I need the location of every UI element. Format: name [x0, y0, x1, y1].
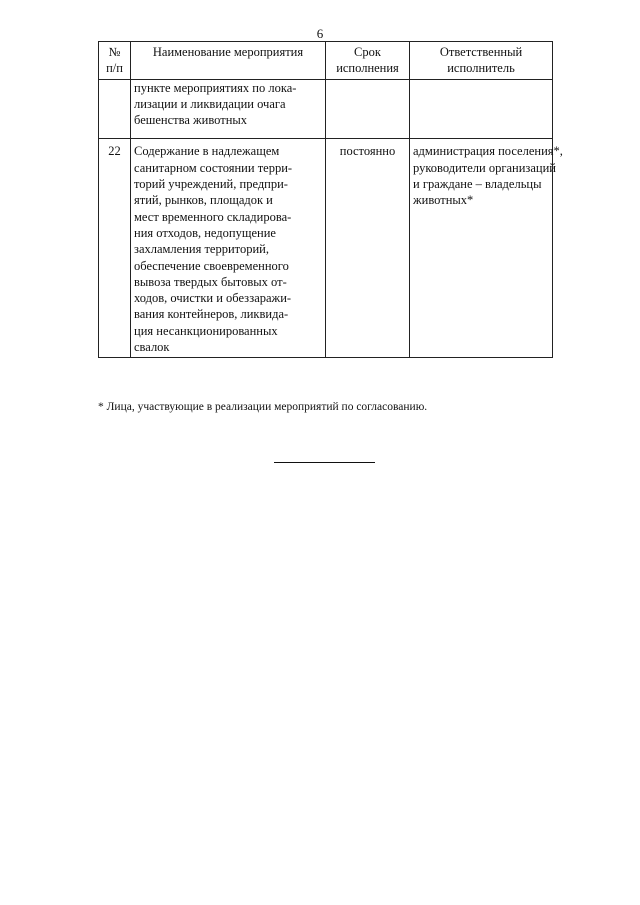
- header-number-line: №: [108, 45, 121, 59]
- header-number: [99, 42, 131, 80]
- footnote: * Лица, участвующие в реализации мероприятий по согласованию.: [98, 401, 428, 413]
- header-responsible: [410, 42, 553, 80]
- row-number-cell: [99, 79, 131, 139]
- header-term: [326, 42, 410, 80]
- row-responsible-cell: [410, 139, 563, 358]
- table-row: [99, 79, 553, 139]
- measure-name-line: мест временного складирова-: [134, 209, 292, 224]
- header-term-line: Срок: [354, 45, 381, 59]
- measure-name-line: свалок: [134, 340, 170, 355]
- responsible-line: руководители организаций: [413, 160, 556, 175]
- table-row: [99, 139, 553, 358]
- measure-name-line: ния отходов, недопущение: [134, 225, 276, 240]
- header-measure-name-line: Наименование мероприятия: [152, 45, 304, 59]
- measure-name-line: вывоза твердых бытовых от-: [134, 274, 287, 289]
- header-responsible-line: Ответственный: [439, 45, 523, 59]
- measure-name-line: вания контейнеров, ликвида-: [134, 307, 289, 322]
- measure-name-line: обеспечение своевременного: [134, 258, 289, 273]
- measure-name-line: ходов, очистки и обеззаражи-: [134, 291, 292, 306]
- measure-name-line: ция несанкционированных: [134, 323, 278, 338]
- row-measure-name-cell: [131, 79, 326, 139]
- measure-name-line: захламления территорий,: [134, 242, 269, 257]
- header-responsible-line: исполнитель: [447, 61, 515, 76]
- row-term-cell: [326, 79, 410, 139]
- measure-name-line: ятий, рынков, площадок и: [134, 193, 273, 208]
- measure-name-line: лизации и ликвидации очага: [134, 96, 286, 111]
- row-term-cell: постоянно: [326, 139, 410, 358]
- measure-name-line: Содержание в надлежащем: [134, 144, 280, 159]
- page-number: 6: [316, 26, 324, 41]
- table-header-row: [99, 42, 553, 80]
- measures-table: [98, 41, 563, 358]
- row-number-cell: 22: [99, 139, 131, 358]
- responsible-line: животных*: [413, 193, 474, 208]
- row-responsible-cell: [410, 79, 553, 139]
- row-measure-name-cell: [131, 139, 326, 358]
- responsible-line: и граждане – владельцы: [413, 177, 542, 192]
- header-term-line: исполнения: [336, 61, 399, 76]
- measure-name-line: бешенства животных: [134, 113, 248, 128]
- header-measure-name: [131, 42, 326, 80]
- end-divider: [274, 462, 375, 463]
- header-number-line: п/п: [106, 61, 123, 76]
- responsible-line: администрация поселения*,: [413, 144, 563, 159]
- measure-name-line: санитарном состоянии терри-: [134, 160, 293, 175]
- measure-name-line: пункте мероприятиях по лока-: [134, 80, 297, 95]
- measure-name-line: торий учреждений, предпри-: [134, 177, 288, 192]
